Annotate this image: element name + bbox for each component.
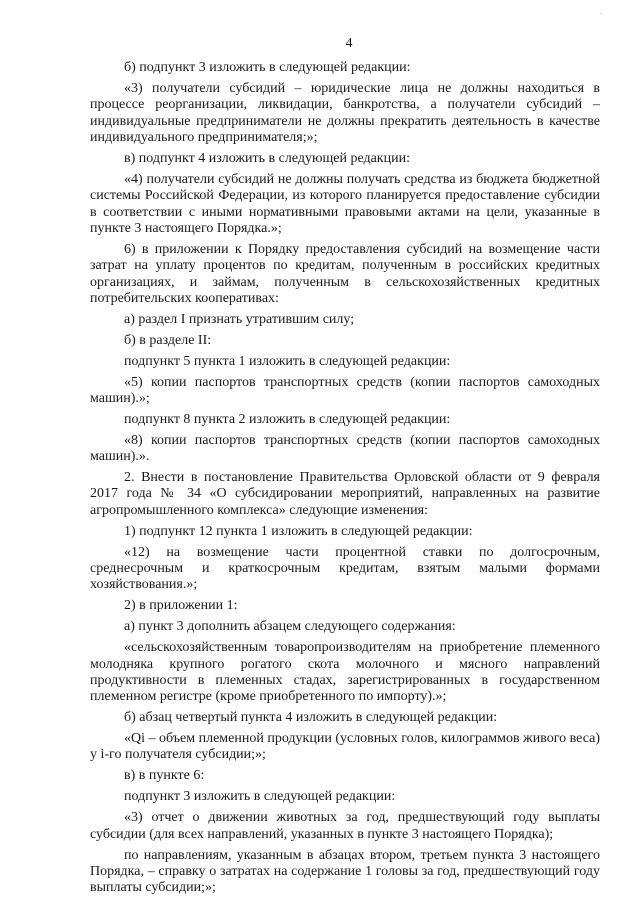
paragraph: в) подпункт 4 изложить в следующей редакции: [124,150,410,166]
paragraph: б) абзац четвертый пункта 4 изложить в следующей редакции: [124,710,498,726]
page-number: 4 [345,36,353,51]
paragraph: 2. Внести в постановление Правительства Орловской области от 9 февраля 2017 года № 34 «О субсидировании мероприятий, направленных на развитие агропромышленного комплекса» следующие изменения: [90,470,600,518]
paragraph: «8) копии паспортов транспортных средств (копии паспортов самоходных машин).». [90,432,600,465]
corner-mark: · [599,10,602,18]
paragraph: «5) копии паспортов транспортных средств (копии паспортов самоходных машин).»; [90,374,600,406]
paragraph: «12) на возмещение части процентной ставки по долгосрочным, среднесрочным и краткосрочным кредитам, взятым малыми формами хозяйствования.»; [90,544,600,593]
paragraph: «4) получатели субсидий не должны получать средства из бюджета бюджетной системы Российской Федерации, из которого планируется предоставление субсидии в соответствии с иными нормативными правовыми актами на цели, указанные в пункте 3 настоящего Порядка.»; [90,171,600,236]
paragraph: 6) в приложении к Порядку предоставления субсидий на возмещение части затрат на уплату процентов по кредитам, полученным в российских кредитных организациях, и займам, полученным в сельскохозяйственных кредитных потребительских кооперативах: [90,241,600,306]
paragraph: б) подпункт 3 изложить в следующей редакции: [124,60,411,75]
paragraph: «Qi – объем племенной продукции (условных голов, килограммов живого веса) у i-го получателя субсидии;»; [90,731,600,763]
paragraph: по направлениям, указанным в абзацах втором, третьем пункта 3 настоящего Порядка, – справку о затратах на содержание 1 головы за год, предшествующий году выплаты субсидии;»; [90,847,600,896]
paragraph: а) пункт 3 дополнить абзацем следующего содержания: [124,619,456,635]
paragraph: а) раздел I признать утратившим силу; [124,311,355,327]
paragraph: 2) в приложении 1: [124,598,238,614]
paragraph: в) в пункте 6: [124,768,205,784]
paragraph: подпункт 3 изложить в следующей редакции: [124,789,396,805]
paragraph: «3) отчет о движении животных за год, предшествующий году выплаты субсидии (для всех направлений, указанных в пункте 3 настоящего Порядка); [90,810,600,842]
paragraph: подпункт 8 пункта 2 изложить в следующей редакции: [124,411,451,427]
paragraph: б) в разделе II: [124,332,212,348]
paragraph: 1) подпункт 12 пункта 1 изложить в следующей редакции: [124,523,473,539]
paragraph: «сельскохозяйственным товаропроизводителям на приобретение племенного молодняка крупного рогатого скота молочного и мясного направлений продуктивности в племенных стадах, зарегистрированных в государственном племенном регистре (кроме приобретенного по импорту).»; [90,640,600,705]
paragraph: подпункт 5 пункта 1 изложить в следующей редакции: [124,353,451,369]
paragraph: «3) получатели субсидий – юридические лица не должны находиться в процессе реорганизации, ликвидации, банкротства, а получатели субсидий – индивидуальные предприниматели не должны прекратить деятельность в качестве индивидуального предпринимателя;»; [90,80,600,145]
